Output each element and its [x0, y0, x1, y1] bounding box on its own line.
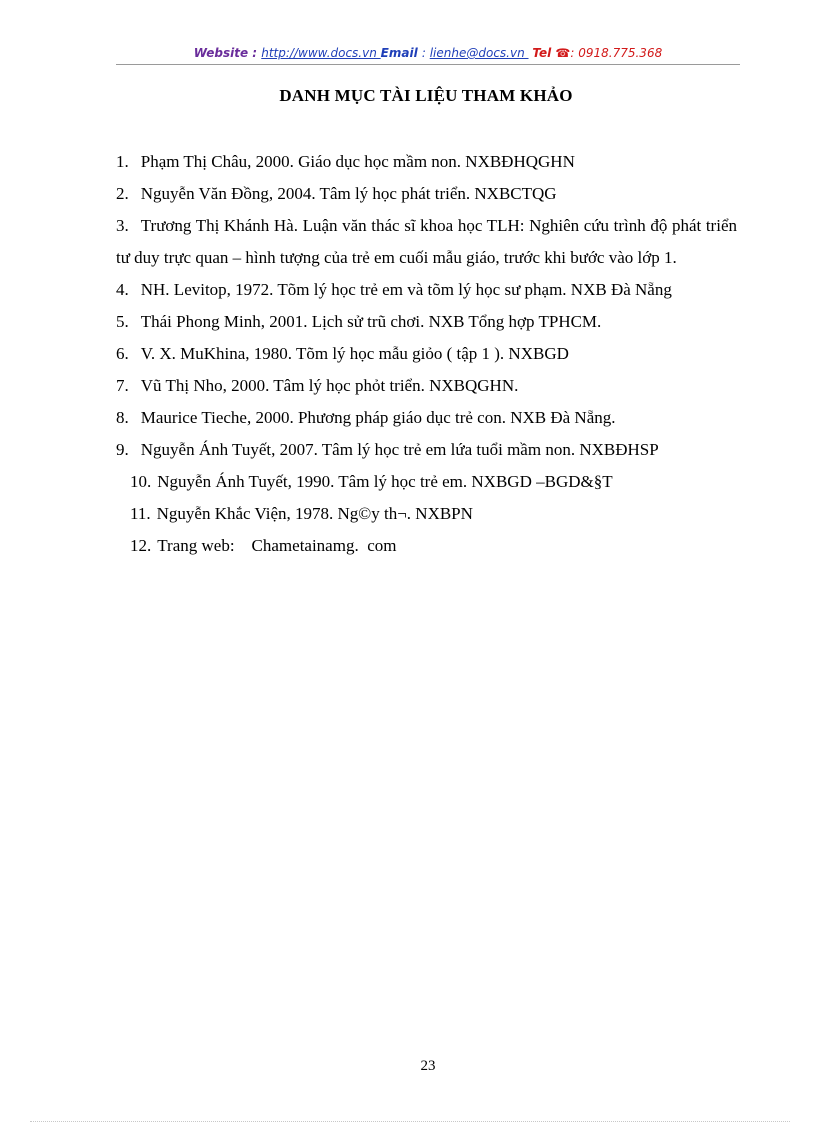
reference-number: 6. — [116, 344, 129, 363]
reference-number: 5. — [116, 312, 129, 331]
reference-text: Thái Phong Minh, 2001. Lịch sử trũ chơi. NXB Tổng hợp TPHCM. — [140, 312, 602, 331]
reference-item — [116, 306, 737, 338]
reference-list — [116, 146, 737, 562]
reference-text: NH. Levitop, 1972. Tõm lý học trẻ em và tõm lý học sư phạm. NXB Đà Nẵng — [140, 280, 672, 299]
reference-text: Vũ Thị Nho, 2000. Tâm lý học phỏt triển. NXBQGHN. — [140, 376, 519, 395]
website-label: Website : — [193, 46, 262, 60]
page-number: 23 — [420, 1058, 436, 1074]
email-label: Email — [380, 46, 422, 60]
reference-item — [116, 370, 737, 402]
reference-text: Maurice Tieche, 2000. Phương pháp giáo dục trẻ con. NXB Đà Nẵng. — [140, 408, 616, 427]
reference-text: V. X. MuKhina, 1980. Tõm lý học mẫu giỏo ( tập 1 ). NXBGD — [140, 344, 569, 363]
reference-text: Trương Thị Khánh Hà. Luận văn thác sĩ khoa học TLH: Nghiên cứu trình độ phát triển tư duy trực quan – hình tượng của trẻ em cuối mẫu giáo, trước khi bước vào lớp 1. — [116, 216, 737, 267]
reference-number: 4. — [116, 280, 129, 299]
reference-item — [116, 338, 737, 370]
phone-icon: ☎ — [555, 46, 571, 60]
reference-number: 1. — [116, 152, 129, 171]
reference-text: Nguyễn Ánh Tuyết, 2007. Tâm lý học trẻ em lứa tuổi mầm non. NXBĐHSP — [140, 440, 659, 459]
reference-text: Nguyễn Văn Đồng, 2004. Tâm lý học phát triển. NXBCTQG — [140, 184, 557, 203]
reference-item — [116, 274, 737, 306]
reference-item — [116, 146, 737, 178]
page-header — [116, 46, 740, 60]
tel-label: Tel — [532, 46, 556, 60]
reference-text: Nguyễn Khắc Viện, 1978. Ng©y th¬. NXBPN — [156, 504, 473, 523]
reference-item — [116, 434, 737, 466]
reference-number: 11. — [130, 504, 151, 523]
footer-divider — [30, 1121, 790, 1122]
page-title: DANH MỤC TÀI LIỆU THAM KHẢO — [279, 86, 573, 105]
reference-number: 3. — [116, 216, 129, 235]
reference-item — [116, 402, 737, 434]
reference-item — [116, 466, 737, 498]
reference-text: Trang web: Chametainamg. com — [157, 536, 397, 555]
reference-number: 9. — [116, 440, 129, 459]
phone-number: : 0918.775.368 — [570, 46, 663, 60]
reference-number: 2. — [116, 184, 129, 203]
header-divider — [116, 64, 740, 65]
reference-number: 7. — [116, 376, 129, 395]
reference-item — [116, 530, 737, 562]
website-link[interactable]: http://www.docs.vn — [261, 46, 381, 60]
reference-text: Phạm Thị Châu, 2000. Giáo dục học mầm non. NXBĐHQGHN — [140, 152, 575, 171]
reference-number: 12. — [130, 536, 152, 555]
email-link[interactable]: lienhe@docs.vn — [429, 46, 529, 60]
reference-number: 8. — [116, 408, 129, 427]
reference-item — [116, 178, 737, 210]
email-colon: : — [421, 46, 430, 60]
reference-text: Nguyễn Ánh Tuyết, 1990. Tâm lý học trẻ em. NXBGD –BGD&§T — [157, 472, 613, 491]
reference-item — [116, 210, 737, 274]
reference-number: 10. — [130, 472, 152, 491]
reference-item — [116, 498, 737, 530]
